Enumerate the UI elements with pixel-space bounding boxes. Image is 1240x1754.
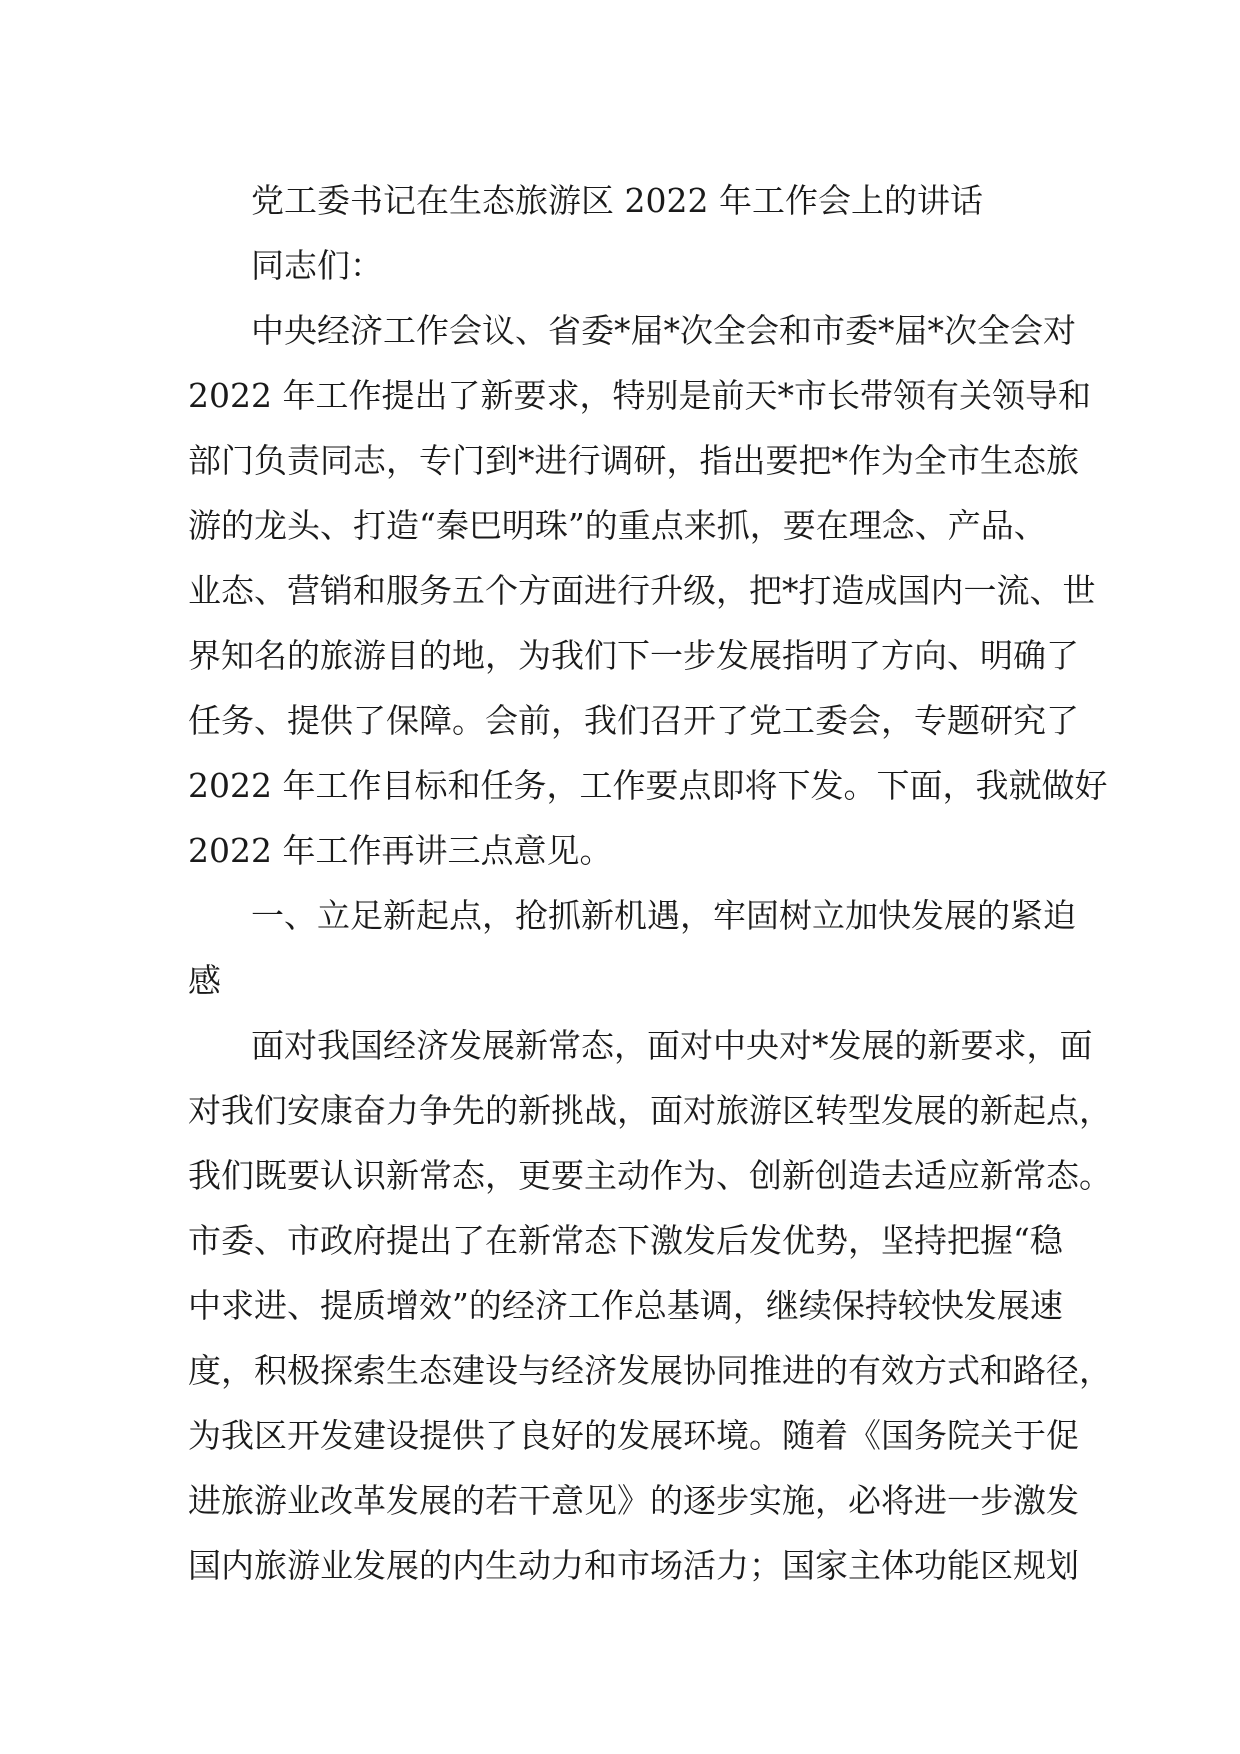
paragraph-line: 界知名的旅游目的地，为我们下一步发展指明了方向、明确了 — [188, 636, 1079, 675]
paragraph-2 — [188, 1013, 1112, 1598]
paragraph-line: 2022 年工作目标和任务，工作要点即将下发。下面，我就做好 — [188, 766, 1108, 805]
paragraph-line: 度，积极探索生态建设与经济发展协同推进的有效方式和路径， — [188, 1351, 1112, 1390]
section-heading-1 — [188, 883, 1076, 1013]
paragraph-line: 任务、提供了保障。会前，我们召开了党工委会，专题研究了 — [188, 701, 1079, 740]
paragraph-line: 中央经济工作会议、省委*届*次全会和市委*届*次全会对 — [251, 311, 1076, 350]
paragraph-line: 游的龙头、打造“秦巴明珠”的重点来抓，要在理念、产品、 — [188, 506, 1047, 545]
paragraph-line: 我们既要认识新常态，更要主动作为、创新创造去适应新常态。 — [188, 1156, 1112, 1195]
paragraph-line: 市委、市政府提出了在新常态下激发后发优势，坚持把握“稳 — [188, 1221, 1063, 1260]
heading-line: 一、立足新起点，抢抓新机遇，牢固树立加快发展的紧迫 — [251, 896, 1076, 935]
paragraph-1 — [188, 298, 1108, 883]
paragraph-line: 对我们安康奋力争先的新挑战，面对旅游区转型发展的新起点， — [188, 1091, 1112, 1130]
paragraph-line: 部门负责同志，专门到*进行调研，指出要把*作为全市生态旅 — [188, 441, 1079, 480]
document-body — [188, 168, 1112, 1598]
paragraph-line: 面对我国经济发展新常态，面对中央对*发展的新要求，面 — [251, 1026, 1093, 1065]
paragraph-line: 中求进、提质增效”的经济工作总基调，继续保持较快发展速 — [188, 1286, 1063, 1325]
paragraph-line: 2022 年工作再讲三点意见。 — [188, 831, 613, 870]
salutation: 同志们： — [251, 246, 383, 285]
paragraph-line: 2022 年工作提出了新要求，特别是前天*市长带领有关领导和 — [188, 376, 1091, 415]
document-title: 党工委书记在生态旅游区 2022 年工作会上的讲话 — [251, 181, 983, 220]
paragraph-line: 业态、营销和服务五个方面进行升级，把*打造成国内一流、世 — [188, 571, 1096, 610]
heading-line: 感 — [188, 961, 221, 1000]
paragraph-line: 国内旅游业发展的内生动力和市场活力；国家主体功能区规划 — [188, 1546, 1079, 1585]
paragraph-line: 进旅游业改革发展的若干意见》的逐步实施，必将进一步激发 — [188, 1481, 1079, 1520]
paragraph-line: 为我区开发建设提供了良好的发展环境。随着《国务院关于促 — [188, 1416, 1079, 1455]
